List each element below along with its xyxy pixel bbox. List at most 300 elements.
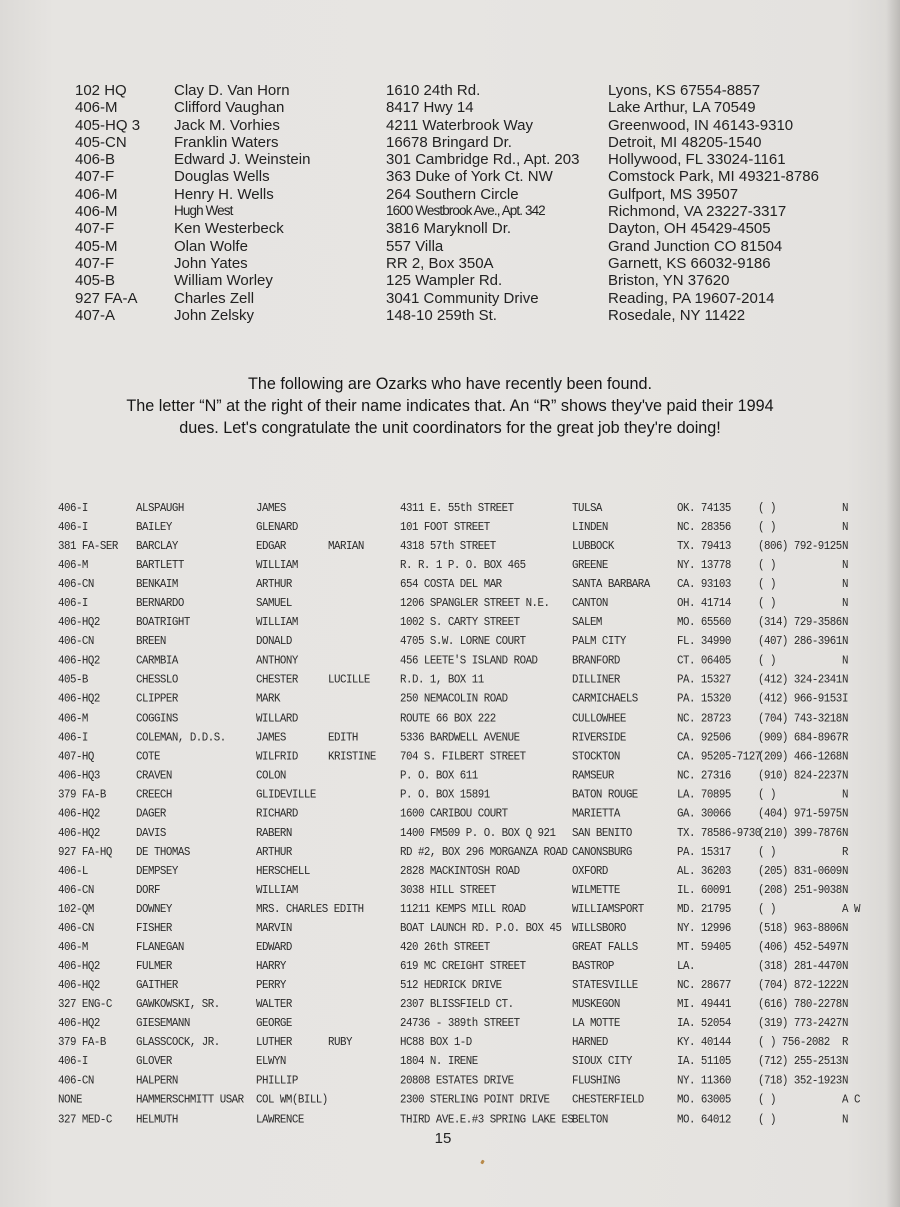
roster-first-name: PERRY [256,979,286,993]
page-number: 15 [434,1130,452,1147]
roster-first-name: ARTHUR [256,578,292,592]
roster-unit: 406-HQ2 [58,654,100,669]
roster-status-flag: N [842,635,848,650]
roster-unit: 927 FA-HQ [58,845,112,860]
roster-row [0,1017,900,1036]
roster-first-name: ELWYN [256,1055,286,1070]
roster-row [0,712,900,731]
roster-phone: ( ) [758,1093,776,1108]
roster-status-flag: A C [842,1093,860,1108]
member-street: 16678 Bringard Dr. [386,133,512,151]
roster-status-flag: N [842,521,848,535]
roster-last-name: DEMPSEY [136,864,178,879]
roster-first-name: WILLIAM [256,616,298,630]
member-row [0,203,900,220]
roster-phone: (407) 286-3961 [758,635,842,650]
roster-city: BATON ROUGE [572,788,638,802]
roster-first-name: MARVIN [256,922,292,936]
roster-row [0,540,900,559]
roster-unit: 406-HQ3 [58,769,100,783]
roster-first-name: PHILLIP [256,1074,298,1089]
roster-unit: 406-I [58,731,88,745]
member-unit: 405-HQ 3 [75,116,141,134]
roster-last-name: FLANEGAN [136,941,184,955]
roster-city: GREAT FALLS [572,941,638,955]
roster-state-zip: MI. 49441 [677,998,731,1012]
roster-last-name: FISHER [136,922,172,936]
roster-status-flag: N [842,712,848,726]
member-unit: 406-B [75,151,116,169]
roster-last-name: BREEN [136,635,166,650]
member-name: Franklin Waters [174,133,279,151]
roster-first-name: ARTHUR [256,845,292,860]
announcement-line-3: dues. Let's congratulate the unit coordinators for the great job they're doing! [179,419,721,437]
roster-last-name: GAWKOWSKI, SR. [136,998,220,1012]
member-city-state-zip: Comstock Park, MI 49321-8786 [608,168,819,186]
roster-state-zip: CT. 06405 [677,654,731,669]
roster-city: BASTROP [572,960,614,974]
roster-street: 11211 KEMPS MILL ROAD [400,902,526,917]
roster-unit: 327 MED-C [58,1112,112,1127]
roster-street: 1804 N. IRENE [400,1055,478,1070]
member-street: 3041 Community Drive [386,289,539,307]
roster-first-name: COLON [256,769,286,783]
roster-state-zip: CA. 93103 [677,578,731,592]
roster-phone: ( ) [758,1112,776,1127]
roster-unit: 406-M [58,712,88,726]
roster-phone: (404) 971-5975 [758,807,842,821]
member-unit: 407-F [75,254,115,272]
roster-last-name: DAVIS [136,826,166,841]
announcement-line-1: The following are Ozarks who have recently been found. [247,375,653,393]
roster-first-name: WILLIAM [256,559,298,573]
roster-last-name: HALPERN [136,1074,178,1089]
roster-first-name: GLENARD [256,521,298,535]
roster-phone: (210) 399-7876 [758,826,842,841]
roster-phone: ( ) [758,788,776,802]
roster-street: 24736 - 389th STREET [400,1017,520,1031]
roster-unit: 406-HQ2 [58,807,100,821]
roster-street: 2307 BLISSFIELD CT. [400,998,514,1012]
roster-first-name: EDWARD [256,941,292,955]
roster-first-name: GLIDEVILLE [256,788,316,802]
roster-unit: 406-I [58,597,88,611]
roster-city: SAN BENITO [572,826,632,841]
roster-status-flag: N [842,559,848,573]
roster-street: ROUTE 66 BOX 222 [400,712,496,726]
roster-status-flag: N [842,502,848,516]
roster-phone: (806) 792-9125 [758,540,842,554]
roster-phone: (319) 773-2427 [758,1017,842,1031]
roster-spouse-name: MARIAN [328,540,364,554]
roster-street: 250 NEMACOLIN ROAD [400,692,508,707]
roster-state-zip: PA. 15317 [677,845,731,860]
roster-row [0,636,900,655]
roster-street: 4318 57th STREET [400,540,496,554]
roster-first-name: SAMUEL [256,597,292,611]
roster-phone: (412) 966-9153 [758,692,842,707]
member-street: 3816 Maryknoll Dr. [386,220,512,238]
found-ozarks-announcement [0,373,900,439]
member-unit: 406-M [75,99,118,117]
member-row [0,255,900,272]
roster-phone: (518) 963-8806 [758,922,842,936]
roster-street: HC88 BOX 1-D [400,1036,472,1051]
roster-row [0,788,900,807]
roster-phone: ( ) 756-2082 [758,1036,830,1051]
roster-last-name: DAGER [136,807,166,821]
member-city-state-zip: Greenwood, IN 46143-9310 [608,116,794,134]
roster-row [0,617,900,636]
member-street: 363 Duke of York Ct. NW [386,168,553,186]
roster-status-flag: N [842,1017,848,1031]
roster-first-name: WILLIAM [256,883,298,898]
roster-phone: (318) 281-4470 [758,960,842,974]
roster-last-name: DORF [136,883,160,898]
roster-first-name: DONALD [256,635,292,650]
roster-unit: 405-B [58,673,88,688]
roster-first-name: JAMES [256,502,286,516]
roster-phone: ( ) [758,559,776,573]
roster-unit: 406-HQ2 [58,979,100,993]
roster-city: SANTA BARBARA [572,578,650,592]
member-row [0,307,900,324]
member-street: 1610 24th Rd. [386,82,481,99]
roster-status-flag: N [842,1055,848,1070]
roster-street: 512 HEDRICK DRIVE [400,979,502,993]
roster-phone: (412) 324-2341 [758,673,842,688]
roster-row [0,865,900,884]
roster-phone: (712) 255-2513 [758,1055,842,1070]
roster-phone: (314) 729-3586 [758,616,842,630]
roster-state-zip: OK. 74135 [677,502,731,516]
roster-last-name: BARCLAY [136,540,178,554]
roster-last-name: BOATRIGHT [136,616,190,630]
roster-last-name: BARTLETT [136,559,184,573]
roster-street: R. R. 1 P. O. BOX 465 [400,559,526,573]
roster-phone: (910) 824-2237 [758,769,842,783]
member-street: 301 Cambridge Rd., Apt. 203 [386,151,580,169]
roster-row [0,941,900,960]
member-row [0,290,900,307]
member-row [0,168,900,185]
roster-city: MARIETTA [572,807,620,821]
roster-unit: 406-I [58,1055,88,1070]
member-row [0,117,900,134]
roster-city: WILLIAMSPORT [572,902,644,917]
member-city-state-zip: Grand Junction CO 81504 [608,237,783,255]
roster-unit: 406-HQ2 [58,692,100,707]
roster-row [0,521,900,540]
roster-last-name: HELMUTH [136,1112,178,1127]
roster-phone: ( ) [758,654,776,669]
roster-city: CARMICHAELS [572,692,638,707]
member-unit: 405-M [75,237,118,255]
member-street: 1600 Westbrook Ave., Apt. 342 [386,203,545,219]
roster-row [0,960,900,979]
roster-row [0,502,900,521]
roster-row [0,827,900,846]
roster-last-name: GIESEMANN [136,1017,190,1031]
member-city-state-zip: Briston, YN 37620 [608,272,730,290]
roster-row [0,674,900,693]
announcement-line-2: The letter “N” at the right of their name indicates that. An “R” shows they've paid their 1994 [126,397,774,415]
roster-first-name: HERSCHELL [256,864,310,879]
roster-state-zip: TX. 78586-9730 [677,826,761,841]
roster-unit: 406-I [58,521,88,535]
member-unit: 406-M [75,185,118,203]
member-name: Ken Westerbeck [174,220,284,238]
roster-street: 1600 CARIBOU COURT [400,807,508,821]
roster-last-name: HAMMERSCHMITT USAR [136,1093,244,1108]
roster-status-flag: N [842,769,848,783]
member-city-state-zip: Detroit, MI 48205-1540 [608,133,762,151]
roster-state-zip: MT. 59405 [677,941,731,955]
roster-city: SIOUX CITY [572,1055,632,1070]
member-name: Charles Zell [174,289,255,307]
member-city-state-zip: Lyons, KS 67554-8857 [608,82,761,99]
roster-row [0,655,900,674]
member-street: 8417 Hwy 14 [386,99,474,117]
member-name: Hugh West [174,203,233,219]
roster-state-zip: IL. 60091 [677,883,731,898]
roster-state-zip: MD. 21795 [677,902,731,917]
roster-phone: (616) 780-2278 [758,998,842,1012]
roster-row [0,559,900,578]
roster-city: SALEM [572,616,602,630]
roster-phone: (704) 743-3218 [758,712,842,726]
roster-last-name: CHESSLO [136,673,178,688]
roster-street: 101 FOOT STREET [400,521,490,535]
roster-city: WILMETTE [572,883,620,898]
roster-first-name: MRS. CHARLES EDITH [256,902,364,917]
roster-row [0,731,900,750]
roster-state-zip: NC. 28356 [677,521,731,535]
roster-status-flag: N [842,807,848,821]
roster-unit: 102-QM [58,902,94,917]
roster-row [0,1094,900,1113]
member-name: John Yates [174,254,248,272]
roster-last-name: ALSPAUGH [136,502,184,516]
member-row [0,82,900,99]
roster-state-zip: GA. 30066 [677,807,731,821]
roster-state-zip: MO. 65560 [677,616,731,630]
roster-state-zip: AL. 36203 [677,864,731,879]
roster-first-name: JAMES [256,731,286,745]
roster-status-flag: N [842,1112,848,1127]
member-street: 264 Southern Circle [386,185,519,203]
roster-last-name: GLOVER [136,1055,172,1070]
roster-status-flag: N [842,673,848,688]
roster-street: 654 COSTA DEL MAR [400,578,502,592]
roster-last-name: BENKAIM [136,578,178,592]
roster-city: CULLOWHEE [572,712,626,726]
roster-unit: 406-CN [58,1074,94,1089]
member-row [0,238,900,255]
roster-first-name: WALTER [256,998,292,1012]
roster-city: STOCKTON [572,750,620,764]
roster-city: GREENE [572,559,608,573]
roster-first-name: LAWRENCE [256,1112,304,1127]
roster-status-flag: N [842,654,848,669]
roster-unit: 379 FA-B [58,788,106,802]
roster-unit: 379 FA-B [58,1036,106,1051]
member-city-state-zip: Lake Arthur, LA 70549 [608,99,756,117]
roster-last-name: COTE [136,750,160,764]
roster-last-name: BAILEY [136,521,172,535]
roster-status-flag: R [842,731,848,745]
roster-street: THIRD AVE.E.#3 SPRING LAKE ES [400,1112,574,1127]
roster-first-name: WILFRID [256,750,298,764]
member-name: John Zelsky [174,306,255,324]
roster-last-name: CRAVEN [136,769,172,783]
roster-status-flag: A W [842,902,860,917]
roster-state-zip: OH. 41714 [677,597,731,611]
member-unit: 406-M [75,203,118,221]
roster-first-name: MARK [256,692,280,707]
roster-status-flag: N [842,941,848,955]
roster-city: PALM CITY [572,635,626,650]
member-street: 125 Wampler Rd. [386,272,503,290]
roster-street: 420 26th STREET [400,941,490,955]
roster-unit: 406-M [58,559,88,573]
roster-unit: 406-CN [58,922,94,936]
roster-status-flag: N [842,750,848,764]
roster-unit: NONE [58,1093,82,1108]
roster-first-name: HARRY [256,960,286,974]
roster-phone: ( ) [758,902,776,917]
roster-state-zip: IA. 51105 [677,1055,731,1070]
roster-row [0,922,900,941]
roster-first-name: EDGAR [256,540,286,554]
member-row [0,272,900,289]
roster-status-flag: N [842,998,848,1012]
roster-city: LINDEN [572,521,608,535]
roster-street: 1400 FM509 P. O. BOX Q 921 [400,826,556,841]
roster-status-flag: N [842,922,848,936]
roster-city: RAMSEUR [572,769,614,783]
roster-phone: (704) 872-1222 [758,979,842,993]
roster-last-name: CARMBIA [136,654,178,669]
roster-row [0,1037,900,1056]
roster-phone: ( ) [758,597,776,611]
roster-street: 20808 ESTATES DRIVE [400,1074,514,1089]
roster-row [0,597,900,616]
roster-row [0,846,900,865]
roster-street: 4311 E. 55th STREET [400,502,514,516]
member-city-state-zip: Reading, PA 19607-2014 [608,289,775,307]
roster-street: 704 S. FILBERT STREET [400,750,526,764]
roster-unit: 406-CN [58,635,94,650]
roster-state-zip: NC. 28677 [677,979,731,993]
roster-street: 4705 S.W. LORNE COURT [400,635,526,650]
roster-status-flag: N [842,979,848,993]
roster-city: WILLSBORO [572,922,626,936]
roster-state-zip: KY. 40144 [677,1036,731,1051]
roster-status-flag: N [842,788,848,802]
member-unit: 405-B [75,272,116,290]
member-row [0,151,900,168]
roster-unit: 381 FA-SER [58,540,118,554]
roster-city: DILLINER [572,673,620,688]
roster-phone: (209) 466-1268 [758,750,842,764]
roster-street: 2300 STERLING POINT DRIVE [400,1093,550,1108]
roster-phone: ( ) [758,502,776,516]
roster-street: BOAT LAUNCH RD. P.O. BOX 45 [400,922,562,936]
roster-state-zip: NY. 12996 [677,922,731,936]
member-unit: 407-A [75,306,116,324]
roster-state-zip: CA. 95205-7127 [677,750,761,764]
roster-city: RIVERSIDE [572,731,626,745]
roster-spouse-name: EDITH [328,731,358,745]
member-name: Olan Wolfe [174,237,248,255]
member-address-list [0,82,900,324]
paper-speck [480,1160,485,1165]
member-name: William Worley [174,272,273,290]
roster-status-flag: N [842,883,848,898]
roster-row [0,884,900,903]
roster-status-flag: N [842,826,848,841]
member-name: Douglas Wells [174,168,270,186]
roster-row [0,750,900,769]
roster-status-flag: N [842,1074,848,1089]
member-unit: 407-F [75,168,115,186]
roster-city: TULSA [572,502,602,516]
roster-city: LUBBOCK [572,540,614,554]
roster-state-zip: MO. 63005 [677,1093,731,1108]
roster-status-flag: R [842,845,848,860]
roster-state-zip: MO. 64012 [677,1112,731,1127]
member-city-state-zip: Garnett, KS 66032-9186 [608,254,771,272]
roster-city: FLUSHING [572,1074,620,1089]
member-city-state-zip: Dayton, OH 45429-4505 [608,220,771,238]
member-name: Henry H. Wells [174,185,274,203]
roster-phone: ( ) [758,578,776,592]
roster-last-name: CLIPPER [136,692,178,707]
roster-row [0,1056,900,1075]
roster-row [0,979,900,998]
roster-street: R.D. 1, BOX 11 [400,673,484,688]
roster-status-flag: N [842,616,848,630]
member-name: Jack M. Vorhies [174,116,280,134]
roster-last-name: CREECH [136,788,172,802]
roster-state-zip: IA. 52054 [677,1017,731,1031]
roster-street: P. O. BOX 15891 [400,788,490,802]
roster-city: OXFORD [572,864,608,879]
roster-first-name: COL WM(BILL) [256,1093,328,1108]
roster-spouse-name: KRISTINE [328,750,376,764]
roster-phone: (208) 251-9038 [758,883,842,898]
roster-unit: 406-CN [58,578,94,592]
roster-status-flag: N [842,540,848,554]
roster-phone: ( ) [758,845,776,860]
roster-last-name: BERNARDO [136,597,184,611]
roster-spouse-name: LUCILLE [328,673,370,688]
roster-row [0,903,900,922]
roster-city: BRANFORD [572,654,620,669]
roster-first-name: RABERN [256,826,292,841]
member-name: Clay D. Van Horn [174,82,290,99]
member-street: RR 2, Box 350A [386,254,494,272]
roster-state-zip: NY. 11360 [677,1074,731,1089]
roster-status-flag: N [842,960,848,974]
roster-first-name: CHESTER [256,673,298,688]
member-city-state-zip: Rosedale, NY 11422 [608,306,746,324]
roster-phone: (718) 352-1923 [758,1074,842,1089]
roster-street: RD #2, BOX 296 MORGANZA ROAD [400,845,568,860]
roster-unit: 406-L [58,864,88,879]
roster-street: 5336 BARDWELL AVENUE [400,731,520,745]
